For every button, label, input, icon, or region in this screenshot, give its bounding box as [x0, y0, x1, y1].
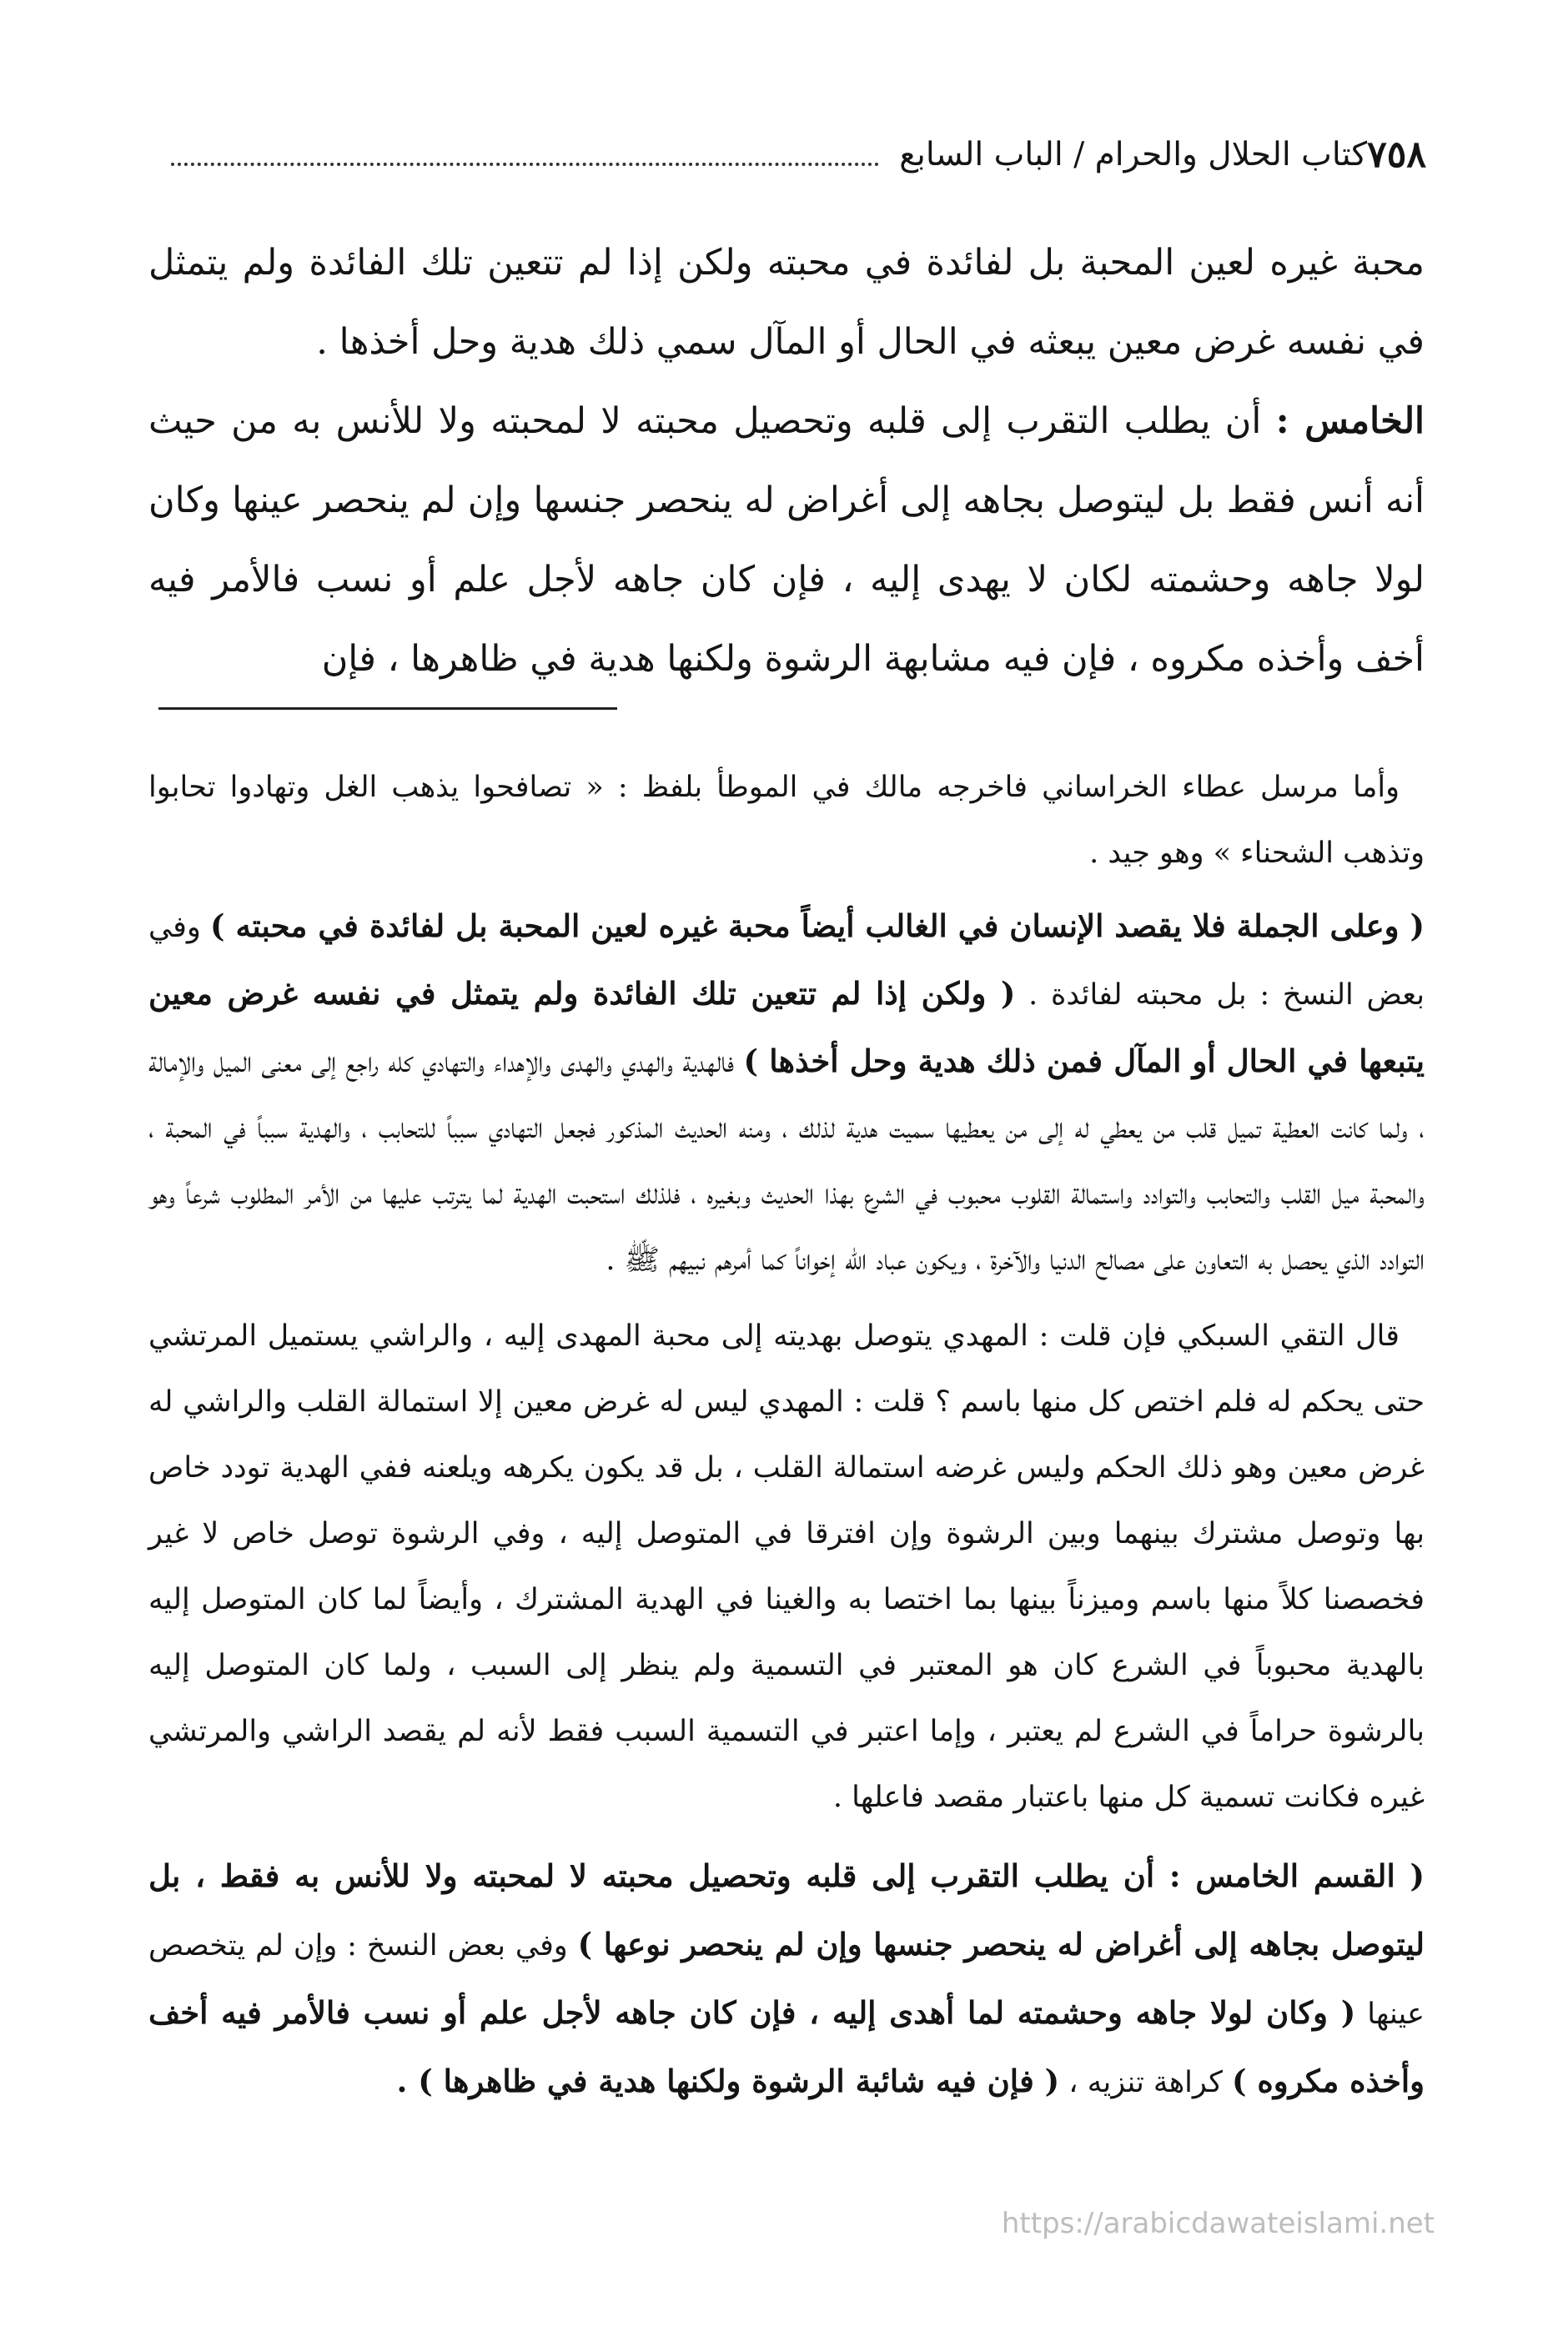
quoted-matn: ( القسم الخامس : أن يطلب التقرب إلى قلبه وتحصيل محبته لا لمحبته ولا للأنس به فقط ، بل ليتوصل بجاهه إلى أغراض له ينحصر جنسها وإن لم ينحصر نوعها ): [148, 1857, 1425, 1963]
main-paragraph-2: [148, 382, 1425, 699]
commentary-text: وفي بعض النسخ : بل محبته لفائدة .: [148, 911, 1425, 1012]
commentary-note-3: قال التقي السبكي فإن قلت : المهدي يتوصل بهديته إلى محبة المهدى إليه ، والراشي يستميل المرتشي حتى يحكم له فلم اختص كل منها باسم ؟ قلت : المهدي ليس له غرض معين إلا استمالة القلب والراشي له غرض معين وهو ذلك الحكم وليس غرضه استمالة القلب ، بل قد يكون يكرهه ويلعنه ففي الهدية تودد خاص بها وتوصل مشترك بينهما وبين الرشوة وإن افترقا في المتوصل إليه ، وفي الرشوة توصل خاص لا غير فخصصنا كلاً منها باسم وميزناً بينها بما اختصا به والغينا في الهدية المشترك ، وأيضاً لما كان المتوصل إليه بالهدية محبوباً في الشرع كان هو المعتبر في التسمية ولم ينظر إلى السبب ، ولما كان المتوصل إليه بالرشوة حراماً في الشرع لم يعتبر ، وإما اعتبر في التسمية السبب فقط لأنه لم يقصد الراشي والمرتشي غيره فكانت تسمية كل منها باعتبار مقصد فاعلها .: [148, 1319, 1425, 1814]
quoted-matn: ( فإن فيه شائبة الرشوة ولكنها هدية في ظاهرها ) .: [396, 2063, 1060, 2099]
commentary-note-4: [148, 1842, 1425, 2116]
page-number: ٧٥٨: [1367, 133, 1426, 176]
main-text: [148, 224, 1425, 699]
quoted-matn: ( وعلى الجملة فلا يقصد الإنسان في الغالب أيضاً محبة غيره لعين المحبة بل لفائدة في محبته ): [210, 907, 1425, 944]
page-header: [146, 125, 1426, 183]
watermark-url: https://arabicdawateislami.net: [1001, 2207, 1435, 2240]
commentary-note-2: [148, 893, 1425, 1294]
commentary-text: فالهدية والهدي والهدى والإهداء والتهادي كله راجع إلى معنى الميل والإمالة ، ولما كانت العطية تميل قلب من يعطي له إلى من يعطيها سميت هدية لذلك ، ومنه الحديث المذكور فجعل التهادي سبباً للتحابب ، والهدية سبباً في المحبة ، والمحبة ميل القلب والتحابب والتوادد واستمالة القلوب محبوب في الشرع بهذا الحديث وبغيره ، فلذلك استحبت الهدية لما يترتب عليها من الأمر المطلوب شرعاً وهو التوادد الذي يحصل به التعاون على مصالح الدنيا والآخرة ، ويكون عباد الله إخواناً كما أمرهم نبيهم ﷺ .: [148, 1046, 1425, 1277]
commentary: [148, 755, 1425, 2116]
running-title-text: كتاب الحلال والحرام / الباب السابع: [899, 135, 1368, 173]
commentary-note-1: وأما مرسل عطاء الخراساني فاخرجه مالك في الموطأ بلفظ : « تصافحوا يذهب الغل وتهادوا تحابوا وتذهب الشحناء » وهو جيد .: [148, 771, 1425, 870]
section-heading-fifth: الخامس :: [1275, 400, 1425, 442]
quoted-matn: ( ولكن إذا لم تتعين تلك الفائدة ولم يتمثل في نفسه غرض معين يتبعها في الحال أو المآل فمن ذلك هدية وحل أخذها ): [148, 975, 1425, 1079]
main-paragraph-2-text: أن يطلب التقرب إلى قلبه وتحصيل محبته لا لمحبته ولا للأنس به من حيث أنه أنس فقط بل ليتوصل بجاهه إلى أغراض له ينحصر جنسها وإن لم ينحصر عينها وكان لولا جاهه وحشمته لكان لا يهدى إليه ، فإن كان جاهه لأجل علم أو نسب فالأمر فيه أخف وأخذه مكروه ، فإن فيه مشابهة الرشوة ولكنها هدية في ظاهرها ، فإن: [148, 400, 1425, 680]
footnote-separator: [158, 707, 617, 710]
commentary-text: وفي بعض النسخ : وإن لم يتخصص عينها: [148, 1929, 1425, 2031]
running-title: [146, 136, 1367, 173]
commentary-text: كراهة تنزيه ،: [1059, 2066, 1232, 2099]
main-paragraph-1: محبة غيره لعين المحبة بل لفائدة في محبته ولكن إذا لم تتعين تلك الفائدة ولم يتمثل في نفسه غرض معين يبعثه في الحال أو المآل سمي ذلك هدية وحل أخذها .: [148, 242, 1425, 363]
quoted-matn: ( وكان لولا جاهه وحشمته لما أهدى إليه ، فإن كان جاهه لأجل علم أو نسب فالأمر فيه أخف وأخذه مكروه ): [148, 1994, 1425, 2099]
dotted-leader: [171, 163, 879, 166]
